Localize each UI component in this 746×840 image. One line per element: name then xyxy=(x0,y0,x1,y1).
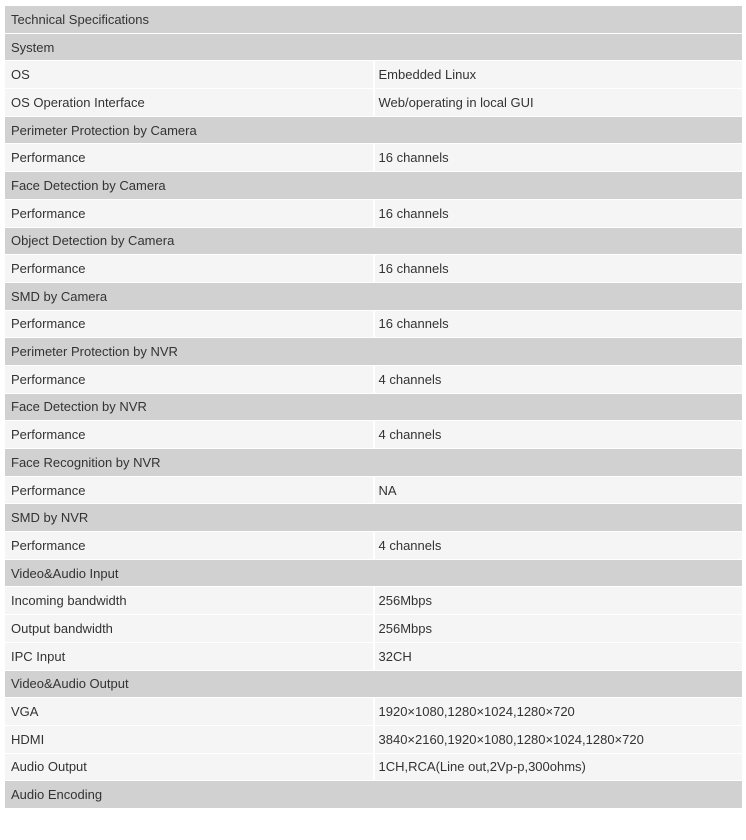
section-heading-row xyxy=(5,781,742,809)
spec-value: 16 channels xyxy=(374,310,743,338)
section-heading-row xyxy=(5,393,742,421)
spec-label: Output bandwidth xyxy=(5,615,374,643)
spec-label: Performance xyxy=(5,532,374,560)
section-heading: Video&Audio Output xyxy=(5,670,742,698)
table-row xyxy=(5,89,742,117)
spec-value: 3840×2160,1920×1080,1280×1024,1280×720 xyxy=(374,725,743,753)
spec-label: IPC Input xyxy=(5,642,374,670)
spec-label: Performance xyxy=(5,365,374,393)
section-heading-row xyxy=(5,172,742,200)
spec-label: Performance xyxy=(5,255,374,283)
section-heading: Audio Encoding xyxy=(5,781,742,809)
section-heading: SMD by Camera xyxy=(5,282,742,310)
section-heading-row xyxy=(5,504,742,532)
section-heading-row xyxy=(5,282,742,310)
section-heading: Object Detection by Camera xyxy=(5,227,742,255)
spec-label: Performance xyxy=(5,310,374,338)
table-row xyxy=(5,476,742,504)
spec-value: 4 channels xyxy=(374,365,743,393)
section-heading-row xyxy=(5,670,742,698)
spec-value: Web/operating in local GUI xyxy=(374,89,743,117)
spec-label: VGA xyxy=(5,698,374,726)
spec-value: 256Mbps xyxy=(374,615,743,643)
spec-value: NA xyxy=(374,476,743,504)
table-row xyxy=(5,144,742,172)
table-row xyxy=(5,642,742,670)
table-row xyxy=(5,532,742,560)
spec-value: 16 channels xyxy=(374,144,743,172)
section-heading: SMD by NVR xyxy=(5,504,742,532)
spec-value: 4 channels xyxy=(374,421,743,449)
section-heading-row xyxy=(5,33,742,61)
section-heading: System xyxy=(5,33,742,61)
table-title: Technical Specifications xyxy=(5,6,742,34)
spec-label: Performance xyxy=(5,144,374,172)
spec-value: 32CH xyxy=(374,642,743,670)
spec-label: OS xyxy=(5,61,374,89)
spec-label: Audio Output xyxy=(5,753,374,781)
table-row xyxy=(5,698,742,726)
spec-label: Performance xyxy=(5,476,374,504)
table-row xyxy=(5,725,742,753)
spec-value: 16 channels xyxy=(374,255,743,283)
table-row xyxy=(5,255,742,283)
section-heading-row xyxy=(5,559,742,587)
section-heading-row xyxy=(5,227,742,255)
spec-label: Performance xyxy=(5,421,374,449)
spec-value: 1CH,RCA(Line out,2Vp-p,300ohms) xyxy=(374,753,743,781)
section-heading: Face Detection by Camera xyxy=(5,172,742,200)
table-row xyxy=(5,199,742,227)
section-heading: Perimeter Protection by Camera xyxy=(5,116,742,144)
spec-label: Incoming bandwidth xyxy=(5,587,374,615)
spec-table xyxy=(5,5,742,809)
table-row xyxy=(5,61,742,89)
table-row xyxy=(5,615,742,643)
spec-table-body xyxy=(5,6,742,809)
table-row xyxy=(5,310,742,338)
spec-value: Embedded Linux xyxy=(374,61,743,89)
table-title-row xyxy=(5,6,742,34)
section-heading: Face Detection by NVR xyxy=(5,393,742,421)
spec-label: OS Operation Interface xyxy=(5,89,374,117)
section-heading: Face Recognition by NVR xyxy=(5,449,742,477)
section-heading: Perimeter Protection by NVR xyxy=(5,338,742,366)
section-heading: Video&Audio Input xyxy=(5,559,742,587)
table-row xyxy=(5,365,742,393)
spec-value: 256Mbps xyxy=(374,587,743,615)
table-row xyxy=(5,753,742,781)
section-heading-row xyxy=(5,338,742,366)
section-heading-row xyxy=(5,116,742,144)
spec-value: 16 channels xyxy=(374,199,743,227)
table-row xyxy=(5,587,742,615)
section-heading-row xyxy=(5,449,742,477)
spec-label: Performance xyxy=(5,199,374,227)
table-row xyxy=(5,421,742,449)
spec-value: 4 channels xyxy=(374,532,743,560)
spec-label: HDMI xyxy=(5,725,374,753)
spec-value: 1920×1080,1280×1024,1280×720 xyxy=(374,698,743,726)
